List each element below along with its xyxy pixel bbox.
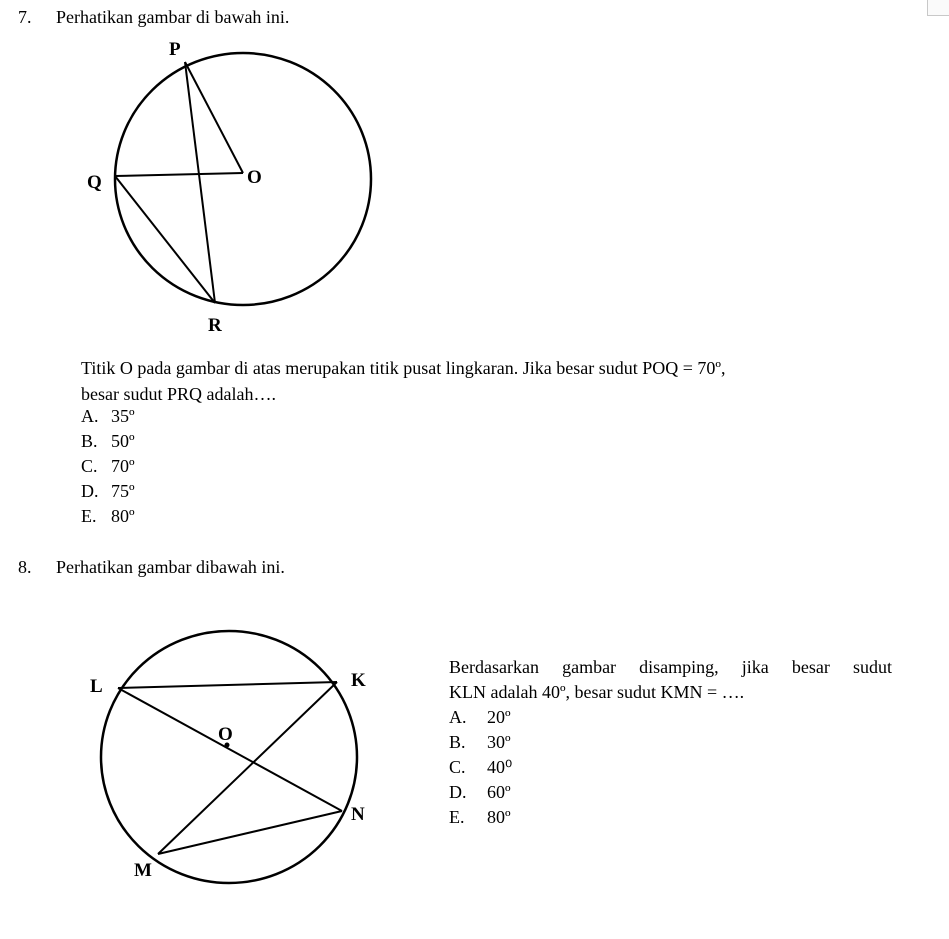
segment-MN [158, 811, 342, 854]
option-value: 20º [487, 707, 511, 727]
option-value: 60º [487, 782, 511, 802]
question-7-option[interactable] [81, 455, 135, 477]
question-7-option[interactable] [81, 505, 135, 527]
question-8-instruction: Perhatikan gambar dibawah ini. [56, 557, 285, 577]
option-letter: D. [81, 481, 99, 501]
label-P: P [169, 39, 181, 60]
option-value: 35º [111, 406, 135, 426]
question-8-option[interactable] [449, 756, 512, 778]
question-7-option[interactable] [81, 480, 135, 502]
option-value: 40⁰ [487, 757, 513, 777]
label-N: N [351, 804, 365, 825]
segment-QO [115, 173, 243, 176]
label-M: M [134, 860, 152, 881]
option-letter: B. [449, 732, 466, 752]
option-letter: E. [81, 506, 97, 526]
label-K: K [351, 670, 366, 691]
label-R: R [208, 315, 222, 336]
circle-7 [115, 53, 371, 305]
label-O: O [247, 167, 262, 188]
label-Q: Q [87, 172, 102, 193]
segment-PO [185, 62, 243, 173]
question-8-text-line2: KLN adalah 40º, besar sudut KMN = …. [449, 682, 745, 702]
option-letter: D. [449, 782, 467, 802]
question-7-number: 7. [18, 7, 32, 27]
option-letter: B. [81, 431, 98, 451]
question-8-option[interactable] [449, 806, 511, 828]
option-letter: A. [449, 707, 467, 727]
segment-MK [158, 682, 337, 854]
option-letter: C. [449, 757, 466, 777]
question-8-number: 8. [18, 557, 32, 577]
option-value: 70º [111, 456, 135, 476]
page-corner-marker [927, 0, 949, 16]
question-8-option[interactable] [449, 706, 511, 728]
question-8-option[interactable] [449, 781, 511, 803]
segment-LN [118, 688, 342, 811]
option-value: 50º [111, 431, 135, 451]
segment-PR [185, 62, 215, 303]
question-7-option[interactable] [81, 430, 135, 452]
option-letter: E. [449, 807, 465, 827]
option-value: 75º [111, 481, 135, 501]
question-7-instruction: Perhatikan gambar di bawah ini. [56, 7, 290, 27]
question-8-option[interactable] [449, 731, 511, 753]
question-8-text-line1: Berdasarkan gambar disamping, jika besar sudut [449, 657, 892, 677]
option-value: 80º [111, 506, 135, 526]
option-value: 30º [487, 732, 511, 752]
question-7-option[interactable] [81, 405, 135, 427]
option-letter: C. [81, 456, 98, 476]
option-value: 80º [487, 807, 511, 827]
circle-8 [101, 631, 357, 883]
label-L: L [90, 676, 103, 697]
question-7-text-line2: besar sudut PRQ adalah…. [81, 384, 276, 404]
question-7-circle-figure [0, 0, 400, 340]
question-8-circle-figure [0, 600, 400, 900]
question-7-text-line1: Titik O pada gambar di atas merupakan titik pusat lingkaran. Jika besar sudut POQ = 70º, [81, 358, 726, 378]
label-O: O [218, 724, 233, 745]
segment-LK [118, 682, 337, 688]
option-letter: A. [81, 406, 99, 426]
